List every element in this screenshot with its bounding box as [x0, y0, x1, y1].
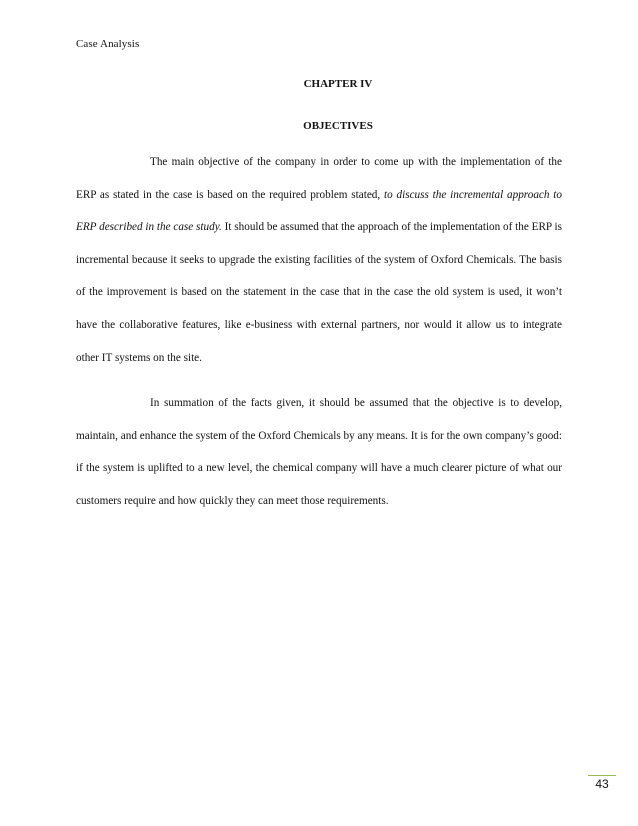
paragraph-summation: In summation of the facts given, it should be assumed that the objective is to develop, maintain, and enhance the system of the Oxford Chemicals by any means. It is for the own company’s good: if the system is uplifted to a new level, the chemical company will have a much clearer picture of what our customers require and how quickly they can meet those requirements.: [76, 397, 562, 507]
running-header: Case Analysis: [76, 38, 140, 50]
paragraph-text: The main objective of the company in order to come up with the implementation of the ERP as stated in the case is based on the required problem stated,: [76, 156, 562, 201]
page-number-rule: [588, 775, 616, 776]
paragraph-text: It should be assumed that the approach of the implementation of the ERP is incremental because it seeks to upgrade the existing facilities of the system of Oxford Chemicals. The basis of the improvement is based on the statement in the case that in the case the old system is used, it won’t have the collaborative features, like e-business with external partners, nor would it allow us to integrate other IT systems on the site.: [76, 221, 562, 364]
chapter-heading: CHAPTER IV: [303, 78, 373, 90]
page-number: 43: [595, 777, 609, 791]
body-paragraph-1: [76, 146, 562, 374]
body-paragraph-2: [76, 387, 562, 517]
paragraph-objective: [76, 146, 562, 374]
italic-quote: to discuss the incremental approach to ERP described in the case study.: [76, 188, 562, 234]
section-heading: OBJECTIVES: [303, 120, 373, 132]
